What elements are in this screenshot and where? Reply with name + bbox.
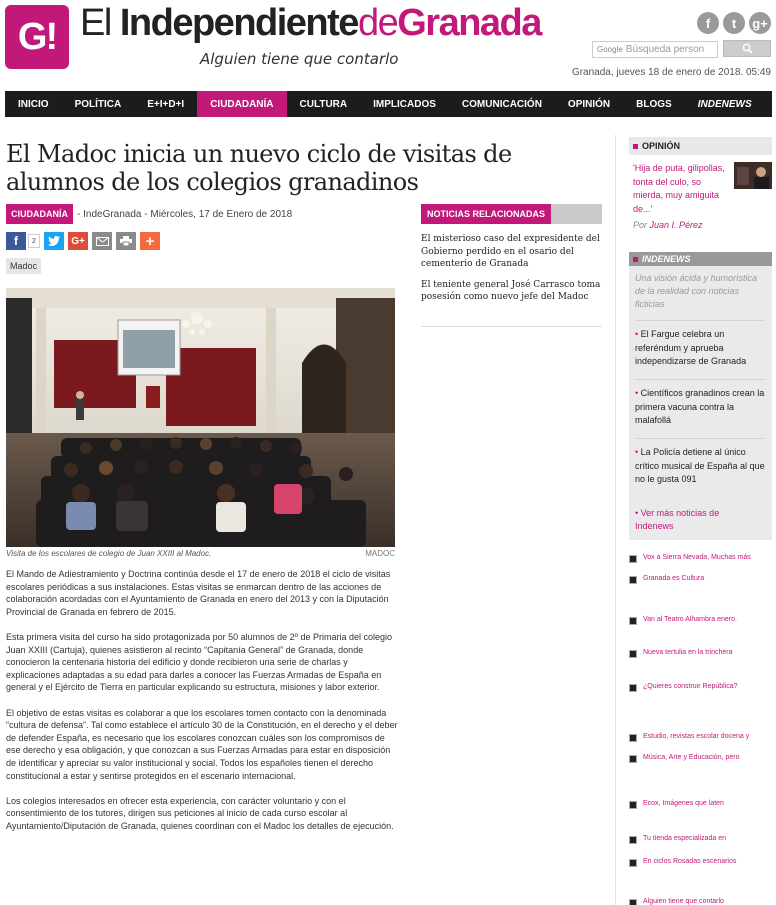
brand-part-4: Granada xyxy=(397,2,541,44)
site-tagline: Alguien tiene que contarlo xyxy=(200,50,399,68)
feed-item[interactable] xyxy=(629,800,772,809)
feed-item-text: ¿Quieres construir República? xyxy=(643,683,738,690)
related-news-link[interactable]: El misterioso caso del expresidente del Gobierno perdido en el osario del cementerio de Granada xyxy=(421,234,600,269)
related-news-list xyxy=(421,233,602,312)
add-share-icon[interactable]: + xyxy=(140,232,160,250)
indenews-heading: INDENEWS xyxy=(642,254,691,264)
indenews-more-link[interactable]: • Ver más noticias de Indenews xyxy=(635,508,720,531)
feed-thumbnail-icon xyxy=(629,836,637,844)
nav-item-comunicacion[interactable]: COMUNICACIÓN xyxy=(461,98,542,110)
brand-part-1: El xyxy=(80,2,120,44)
feed-thumbnail-icon xyxy=(629,899,637,905)
article-paragraph: El objetivo de estas visitas es colaborar a que los escolares tomen contacto con la denominada “cultura de defensa”. Tal como establece el artículo 30 de la Constitución, en el derecho y el deber de defender España, es necesario que los escolares conozcan cuáles son los compromisos de ese derecho y esa obligación, y que conozcan a sus Fuerzas Armadas para estar en disposición de identificar y apreciar su valor institucional y social. Todos los españoles tienen el derecho constitucional a estar y sentirse protegidos en el escenario internacional. xyxy=(6,707,398,781)
feed-thumbnail-icon xyxy=(629,859,637,867)
nav-item-cultura[interactable]: CULTURA xyxy=(299,98,348,110)
article-tag[interactable]: Madoc xyxy=(6,258,41,274)
search-placeholder: Búsqueda person xyxy=(625,44,705,55)
feed-thumbnail-icon xyxy=(629,576,637,584)
twitter-icon[interactable]: t xyxy=(723,12,745,34)
article-meta xyxy=(6,205,292,223)
feed-item[interactable] xyxy=(629,683,772,692)
feed-item[interactable] xyxy=(629,616,772,625)
feed-item[interactable] xyxy=(629,733,772,742)
article-title: El Madoc inicia un nuevo ciclo de visitas de alumnos de los colegios granadinos xyxy=(6,140,512,196)
article-photo[interactable] xyxy=(6,288,395,547)
related-news-header xyxy=(421,204,602,224)
search-provider-label: Google xyxy=(597,45,623,54)
site-logo[interactable] xyxy=(5,5,69,69)
indenews-item[interactable]: • Científicos granadinos crean la primera vacuna contra la malafollá xyxy=(635,379,765,428)
nav-item-implicados[interactable]: IMPLICADOS xyxy=(373,98,436,110)
feed-item-text: Nueva tertulia en la trinchera xyxy=(643,649,733,656)
feed-item-text: Alguien tiene que contarlo xyxy=(643,898,724,905)
bullet-square-icon xyxy=(633,144,638,149)
nav-item-ciudadania[interactable]: CIUDADANÍA xyxy=(197,91,286,117)
author-photo[interactable] xyxy=(734,162,772,189)
feed-thumbnail-icon xyxy=(629,801,637,809)
nav-item-opinion[interactable]: OPINIÓN xyxy=(567,98,611,110)
opinion-author xyxy=(633,220,703,230)
article-body xyxy=(6,568,398,845)
nav-item-indenews[interactable]: INDENEWS xyxy=(697,98,752,110)
share-count: 2 xyxy=(28,234,40,248)
feed-item-text: Estudio, revistas escolar docena y xyxy=(643,733,750,740)
bullet-square-icon xyxy=(633,257,638,262)
feed-item-text: Granada es Cultura xyxy=(643,575,705,582)
site-header xyxy=(0,0,776,90)
brand-part-2: Independiente xyxy=(119,2,358,44)
divider xyxy=(421,326,602,327)
nav-item-eidi[interactable]: E+I+D+I xyxy=(147,98,185,110)
indenews-item-text: El Fargue celebra un referéndum y aprueba independizarse de Granada xyxy=(635,329,747,366)
opinion-author-name[interactable]: Juan I. Pérez xyxy=(649,220,703,230)
related-news-label: NOTICIAS RELACIONADAS xyxy=(421,204,551,224)
email-share-icon[interactable] xyxy=(92,232,112,250)
dateline: Granada, jueves 18 de enero de 2018. 05:49 xyxy=(571,67,771,78)
brand-part-3: de xyxy=(357,2,398,44)
indenews-description: Una visión ácida y humorística de la realidad con noticias ficticias xyxy=(635,273,758,309)
feed-item[interactable] xyxy=(629,754,772,763)
print-icon[interactable] xyxy=(116,232,136,250)
feed-item[interactable] xyxy=(629,898,772,905)
feed-item[interactable] xyxy=(629,835,772,844)
photo-caption xyxy=(6,549,395,558)
google-plus-share-icon[interactable]: G+ xyxy=(68,232,88,250)
opinion-author-prefix: Por xyxy=(633,220,648,230)
indenews-box xyxy=(629,266,772,540)
indenews-item-text: Científicos granadinos crean la primera vacuna contra la malafollá xyxy=(635,388,765,425)
sidebar-divider xyxy=(615,135,616,905)
feed-thumbnail-icon xyxy=(629,555,637,563)
opinion-header xyxy=(629,137,772,155)
feed-item-text: Música, Arte y Educación, pero xyxy=(643,754,740,761)
article-paragraph: Esta primera visita del curso ha sido protagonizada por 50 alumnos de 2º de Primaria del colegio Juan XXIII (Cartuja), quienes asistieron al recinto “Capitanía General” de Granada, donde conocieron la centenaria historia del edificio y donde recibieron una serie de charlas y explicaciones adaptadas a su edad para darles a conocer las Fuerzas Armadas de España en general y el Ejército de Tierra en particular explicando su estructura, misiones y labor exterior. xyxy=(6,631,392,693)
twitter-share-icon[interactable] xyxy=(44,232,64,250)
site-brand-name[interactable] xyxy=(80,2,541,45)
search-icon xyxy=(742,43,753,54)
indenews-item[interactable]: • El Fargue celebra un referéndum y aprueba independizarse de Granada xyxy=(635,320,765,369)
related-news-link[interactable]: El teniente general José Carrasco toma posesión como nuevo jefe del Madoc xyxy=(421,279,601,302)
search-button[interactable] xyxy=(723,40,771,57)
indenews-header xyxy=(629,252,772,266)
indenews-more-text: Ver más noticias de Indenews xyxy=(635,508,720,531)
feed-thumbnail-icon xyxy=(629,734,637,742)
photo-credit: MADOC xyxy=(365,549,395,558)
feed-thumbnail-icon xyxy=(629,650,637,658)
feed-item-text: Tu tienda especializada en xyxy=(643,835,727,842)
logo-mark: G! xyxy=(17,15,57,58)
feed-item-text: Ecox, Imágenes que laten xyxy=(643,800,724,807)
search-input[interactable] xyxy=(592,41,718,58)
share-bar xyxy=(6,232,160,250)
photo-caption-text: Visita de los escolares de colegio de Juan XXIII al Madoc. xyxy=(6,549,212,558)
opinion-quote[interactable]: 'Hija de puta, gilipollas, tonta del culo, so mierda, muy amiguita de...' xyxy=(633,163,725,214)
nav-item-inicio[interactable]: INICIO xyxy=(18,98,49,110)
main-nav xyxy=(5,91,772,117)
feed-item[interactable] xyxy=(629,649,772,658)
article-byline: - IndeGranada - Miércoles, 17 de Enero de 2018 xyxy=(77,208,293,220)
facebook-share-icon[interactable]: f xyxy=(6,232,26,250)
feed-item-text: En ciclos Rosadas escenarios xyxy=(643,858,737,865)
nav-item-politica[interactable]: POLÍTICA xyxy=(74,98,122,110)
classroom-photo xyxy=(6,288,395,547)
feed-thumbnail-icon xyxy=(629,684,637,692)
feed-item-text: Van al Teatro Alhambra enero. xyxy=(643,616,737,623)
google-plus-icon[interactable]: g+ xyxy=(749,12,771,34)
feed-item-text: Vox a Sierra Nevada, Muchas más xyxy=(643,554,751,561)
feed-item[interactable] xyxy=(629,554,772,563)
facebook-icon[interactable]: f xyxy=(697,12,719,34)
opinion-heading: OPINIÓN xyxy=(642,141,681,151)
category-tag[interactable]: CIUDADANÍA xyxy=(6,204,73,224)
feed-item[interactable] xyxy=(629,575,772,584)
article-paragraph: Los colegios interesados en ofrecer esta experiencia, con carácter voluntario y con el consentimiento de los tutores, dirigen sus peticiones al inicio de cada curso escolar al Ayuntamiento/Diputación de Granada, quienes coordinan con el Madoc los detalles de ejecución. xyxy=(6,795,394,831)
indenews-item[interactable]: • La Policía detiene al único crítico musical de España al que no le gusta 091 xyxy=(635,438,765,487)
feed-thumbnail-icon xyxy=(629,617,637,625)
indenews-item-text: La Policía detiene al único crítico musical de España al que no le gusta 091 xyxy=(635,447,765,484)
nav-item-blogs[interactable]: BLOGS xyxy=(636,98,672,110)
feed-item[interactable] xyxy=(629,858,772,867)
opinion-card[interactable] xyxy=(629,160,772,238)
feed-thumbnail-icon xyxy=(629,755,637,763)
article-paragraph: El Mando de Adiestramiento y Doctrina continúa desde el 17 de enero de 2018 el ciclo de visitas escolares periódicas a sus instalaciones. Estas visitas se enmarcan dentro de las acciones de colaboración acordadas con el Ayuntamiento de Granada en enero del 2013 y con la Diputación Provincial de Granada en febrero de 2015. xyxy=(6,569,391,617)
social-links xyxy=(697,12,771,34)
